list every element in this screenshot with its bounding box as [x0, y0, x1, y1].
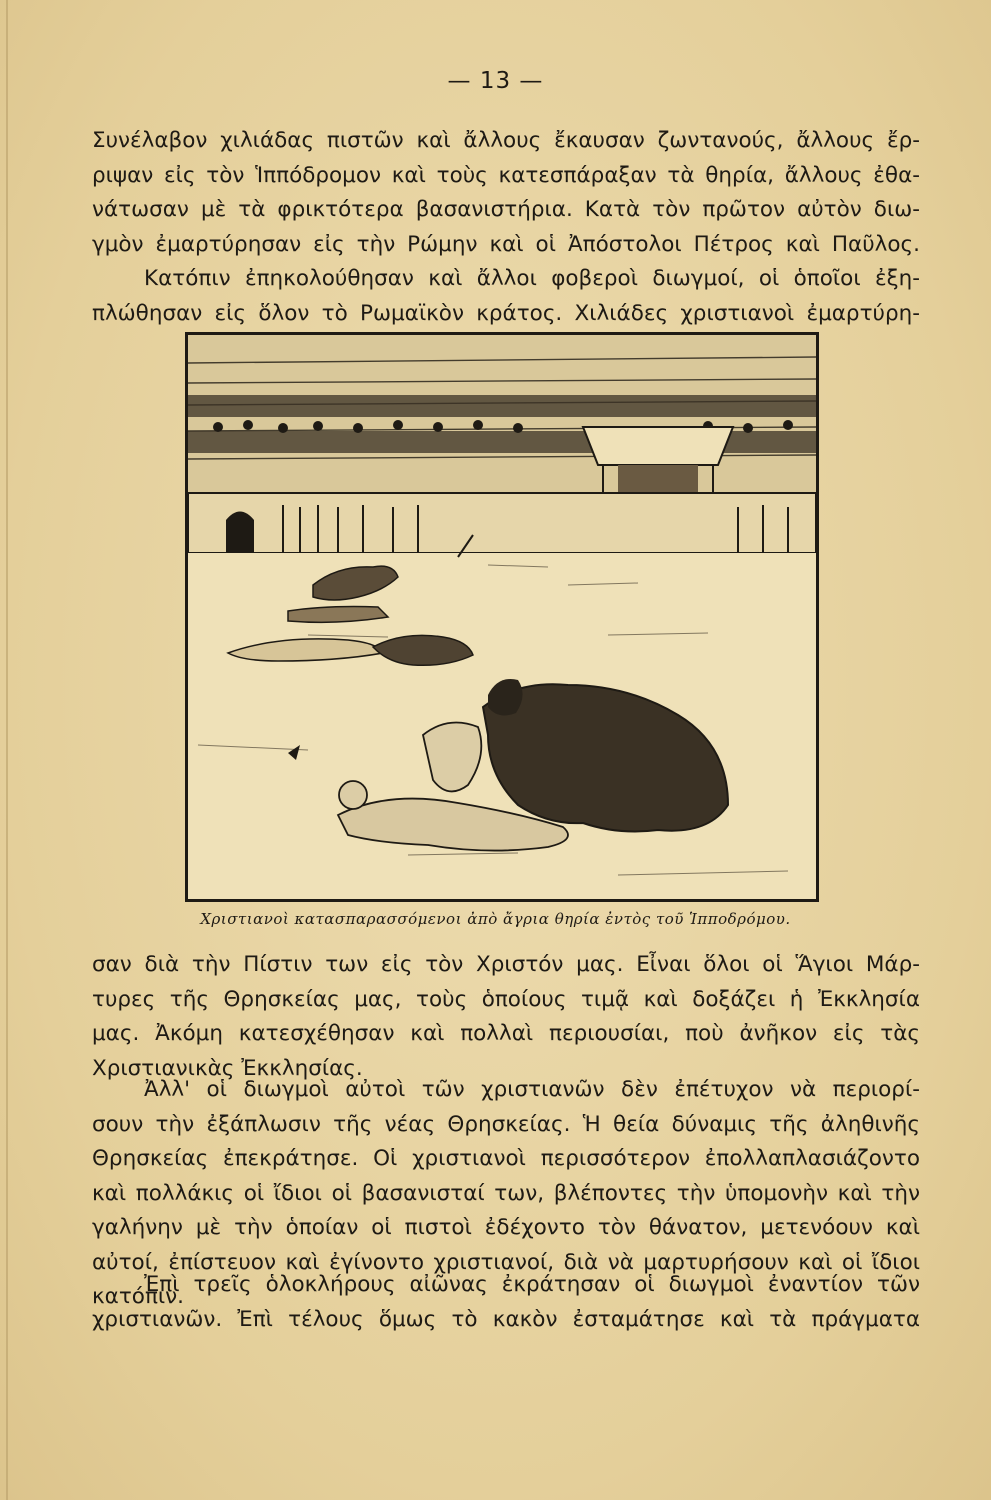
text-line: κατόπιν. [92, 1284, 185, 1309]
paragraph-4 [92, 1268, 920, 1337]
text-line: αὐτοί, ἐπίστευον καὶ ἐγίνοντο χριστιανοί, διὰ νὰ μαρτυρήσουν καὶ οἱ ἴδιοι [92, 1249, 920, 1275]
paragraph-2 [92, 948, 920, 1086]
text-line: γμὸν ἐμαρτύρησαν εἰς τὴν Ρώμην καὶ οἱ Ἀπόστολοι Πέτρος καὶ Παῦλος. [92, 231, 920, 257]
page-number: — 13 — [447, 68, 544, 94]
text-line: Θρησκείας ἐπεκράτησε. Οἱ χριστιανοὶ περισσότερον ἐπολλαπλασιάζοντο [92, 1146, 920, 1171]
text-line: Ἐπὶ τρεῖς ὁλοκλήρους αἰῶνας ἐκράτησαν οἱ διωγμοὶ ἐναντίον τῶν [144, 1272, 920, 1297]
text-line: Κατόπιν ἐπηκολούθησαν καὶ ἄλλοι φοβεροὶ διωγμοί, οἱ ὁποῖοι ἐξη- [144, 266, 920, 291]
illustration-drawing [188, 335, 816, 899]
text-line: μας. Ἀκόμη κατεσχέθησαν καὶ πολλαὶ περιουσίαι, ποὺ ἀνῆκον εἰς τὰς [92, 1021, 920, 1046]
text-line: σουν τὴν ἐξάπλωσιν τῆς νέας Θρησκείας. Ἡ θεία δύναμις τῆς ἀληθινῆς [92, 1111, 920, 1137]
paragraph-1 [92, 124, 920, 331]
figure-caption: Χριστιανοὶ κατασπαρασσόμενοι ἀπὸ ἄγρια θηρία ἐντὸς τοῦ Ἱπποδρόμου. [200, 910, 791, 928]
text-line: καὶ πολλάκις οἱ ἴδιοι οἱ βασανισταί των, βλέποντες τὴν ὑπομονὴν καὶ τὴν [92, 1180, 920, 1206]
text-line: Ἀλλ' οἱ διωγμοὶ αὐτοὶ τῶν χριστιανῶν δὲν ἐπέτυχον νὰ περιορί- [144, 1077, 920, 1102]
text-line: Χριστιανικὰς Ἐκκλησίας. [92, 1055, 363, 1081]
text-line: χριστιανῶν. Ἐπὶ τέλους ὅμως τὸ κακὸν ἐσταμάτησε καὶ τὰ πράγματα [92, 1306, 920, 1332]
text-line: Συνέλαβον χιλιάδας πιστῶν καὶ ἄλλους ἔκαυσαν ζωντανούς, ἄλλους ἔρ- [92, 128, 920, 153]
illustration-hippodrome [185, 332, 819, 902]
text-line: νάτωσαν μὲ τὰ φρικτότερα βασανιστήρια. Κατὰ τὸν πρῶτον αὐτὸν διω- [92, 197, 920, 222]
text-line: πλώθησαν εἰς ὅλον τὸ Ρωμαϊκὸν κράτος. Χιλιάδες χριστιανοὶ ἐμαρτύρη- [92, 300, 920, 326]
page-edge [6, 0, 8, 1500]
text-line: τυρες τῆς Θρησκείας μας, τοὺς ὁποίους τιμᾷ καὶ δοξάζει ἡ Ἐκκλησία [92, 986, 920, 1012]
text-line: σαν διὰ τὴν Πίστιν των εἰς τὸν Χριστόν μας. Εἶναι ὅλοι οἱ Ἅγιοι Μάρ- [92, 952, 920, 977]
text-line: ριψαν εἰς τὸν Ἱππόδρομον καὶ τοὺς κατεσπάραξαν τὰ θηρία, ἄλλους ἐθα- [92, 162, 920, 188]
text-line: γαλήνην μὲ τὴν ὁποίαν οἱ πιστοὶ ἐδέχοντο τὸν θάνατον, μετενόουν καὶ [92, 1215, 920, 1240]
